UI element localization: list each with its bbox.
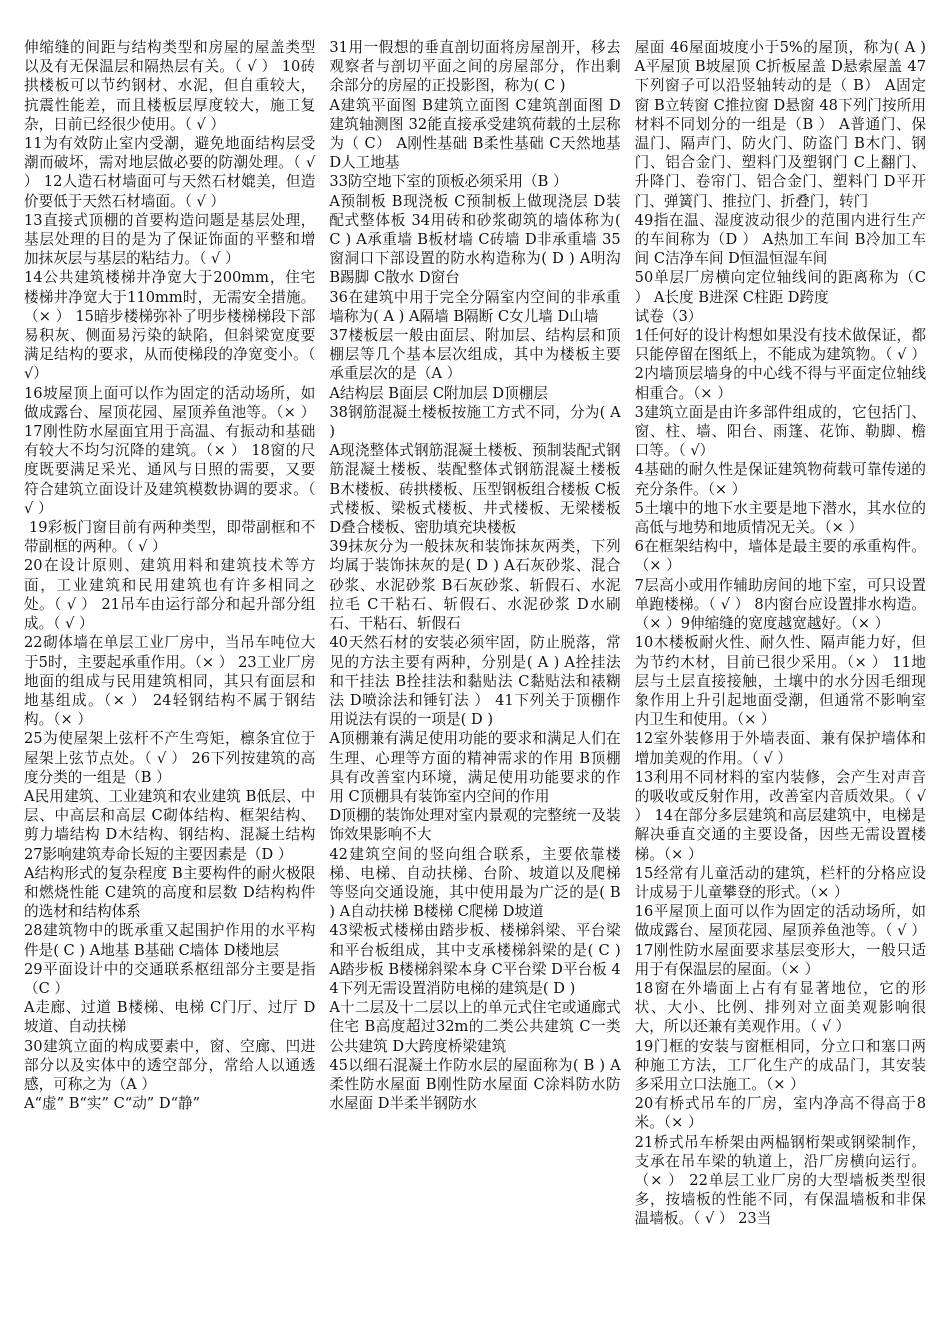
question-paragraph: 伸缩缝的间距与结构类型和房屋的屋盖类型以及有无保温层和隔热层有关。（ √ ） 10砖拱楼板可以节约钢材、水泥，但自重较大，抗震性能差，而且楼板层厚度较大，施工复杂，日前已经很少使用。（ √ ） (24, 39, 316, 133)
question-paragraph: A民用建筑、工业建筑和农业建筑 B低层、中层、中高层和高层 C砌体结构、框架结构、剪力墙结构 D木结构、钢结构、混凝土结构 27影响建筑寿命长短的主要因素是（D ） (24, 787, 320, 863)
question-paragraph: 4基础的耐久性是保证建筑物荷载可靠传递的充分条件。（× ） (634, 461, 926, 498)
question-paragraph: 21桥式吊车桥架由两榀钢桁架或钢梁制作，支承在吊车梁的轨道上，沿厂房横向运行。（× ） 22单层工业厂房的大型墙板类型很多，按墙板的性能不同，有保温墙板和非保温墙板。（ √ ） 23当 (634, 1133, 926, 1228)
question-paragraph: 20有桥式吊车的厂房，室内净高不得高于8米。（× ） (634, 1095, 926, 1132)
question-paragraph: 6在框架结构中，墙体是最主要的承重构件。（× ） (634, 538, 926, 575)
question-paragraph: 50单层厂房横向定位轴线间的距离称为（C ） A长度 B进深 C柱距 D跨度 (634, 269, 931, 306)
question-paragraph: 22砌体墙在单层工业厂房中，当吊车吨位大于5时，主要起承重作用。（× ） 23工业厂房地面的组成与民用建筑相同，其只有面层和地基组成。（× ） 24轻钢结构不属于钢结构。（× ） (24, 634, 316, 729)
question-paragraph: 14公共建筑楼梯井净宽大于200mm，住宅楼梯井净宽大于110mm时，无需安全措施。（× ） 15暗步楼梯弥补了明步楼梯梯段下部易积灰、侧面易污染的缺陷，但斜梁宽度要满足结构的要求，从而使梯段的净宽变小。（ √） (24, 269, 320, 383)
question-paragraph: 37楼板层一般由面层、附加层、结构层和顶棚层等几个基本层次组成，其中为楼板主要承重层次的是（A ） (329, 327, 621, 383)
question-paragraph: A走廊、过道 B楼梯、电梯 C门厅、过厅 D坡道、自动扶梯 (24, 999, 316, 1036)
question-paragraph: 13直接式顶棚的首要构造问题是基层处理，基层处理的目的是为了保证饰面的平整和增加抹灰层与基层的粘结力。（ √ ） (24, 211, 316, 268)
question-paragraph: 5土壤中的地下水主要是地下潜水，其水位的高低与地势和地质情况无关。（× ） (634, 499, 926, 537)
question-paragraph: A十二层及十二层以上的单元式住宅或通廊式住宅 B高度超过32m的二类公共建筑 C一类公共建筑 D大跨度桥梁建筑 (329, 999, 621, 1055)
question-paragraph: 19彩板门窗目前有两种类型，即带副框和不带副框的两种。（ √ ） (24, 519, 316, 556)
question-paragraph: 42建筑空间的竖向组合联系，主要依靠楼梯、电梯、自动扶梯、台阶、坡道以及爬梯等竖向交通设施，其中使用最为广泛的是( B ) A自动扶梯 B楼梯 C爬梯 D坡道 (329, 845, 626, 921)
question-paragraph: 12室外装修用于外墙表面、兼有保护墙体和增加美观的作用。（ √ ） (634, 730, 926, 767)
question-paragraph: A现浇整体式钢筋混凝土楼板、预制装配式钢筋混凝土楼板、装配整体式钢筋混凝土楼板 B木楼板、砖拱楼板、压型钢板组合楼板 C板式楼板、梁板式楼板、井式楼板、无梁楼板 D叠合楼板、密肋填充块楼板 (329, 442, 626, 537)
question-paragraph: 36在建筑中用于完全分隔室内空间的非承重墙称为( A ) A隔墙 B隔断 C女儿墙 D山墙 (329, 288, 621, 325)
question-paragraph: 10木楼板耐火性、耐久性、隔声能力好，但为节约木材，目前已很少采用。（× ） 11地层与土层直接接触，土壤中的水分因毛细现象作用上升引起地面受潮，但通常不影响室内卫生和使用。（× ） (634, 634, 926, 729)
question-paragraph: 15经常有儿童活动的建筑，栏杆的分格应设计成易于儿童攀登的形式。（× ） (634, 864, 926, 901)
question-paragraph: 40天然石材的安装必须牢固，防止脱落，常见的方法主要有两种，分别是( A ) A拴挂法和干挂法 B拴挂法和黏贴法 C黏贴法和裱糊法 D喷涂法和锤钉法 ） 41下列关于顶棚作用说法有误的一项是( D ) (329, 634, 621, 729)
question-paragraph: 3建筑立面是由许多部件组成的，它包括门、窗、柱、墙、阳台、雨篷、花饰、勒脚、檐口等。（ √） (634, 403, 926, 460)
question-paragraph: 19门框的安装与窗框相同，分立口和塞口两种施工方法，工厂化生产的成品门，其安装多采用立口法施工。（× ） (634, 1037, 926, 1093)
question-paragraph: 45以细石混凝土作防水层的屋面称为( B ) A柔性防水屋面 B刚性防水屋面 C涂料防水防水屋面 D半柔半钢防水 (329, 1056, 621, 1113)
question-paragraph: 30建筑立面的构成要素中，窗、空廊、凹进部分以及实体中的透空部分，常给人以通透感，可称之为（A ） (24, 1037, 316, 1093)
question-paragraph: 49指在温、湿度波动很少的范围内进行生产的车间称为（D ） A热加工车间 B冷加工车间 C洁净车间 D恒温恒湿车间 (634, 211, 926, 268)
question-paragraph: D顶棚的装饰处理对室内景观的完整统一及装饰效果影响不大 (329, 807, 621, 844)
question-paragraph: A建筑平面图 B建筑立面图 C建筑剖面图 D建筑轴测图 32能直接承受建筑荷载的土层称为（ C） A刚性基础 B柔性基础 C天然地基 D人工地基 (329, 96, 626, 172)
question-paragraph: 38钢筋混凝土楼板按施工方式不同，分为( A ) (329, 403, 626, 441)
question-paragraph: 屋面 46屋面坡度小于5%的屋顶，称为( A ) A平屋顶 B坡屋顶 C折板屋盖 D悬索屋盖 47下列窗子可以沿竖轴转动的是（ B） A固定窗 B立转窗 C推拉窗 D悬窗 48下列门按所用材料不同划分的一组是（B ） A普通门、保温门、隔声门、防火门、防盗门 B木门、钢门、铝合金门、塑料门及塑钢门 C上翻门、升降门、卷帘门、铝合金门、塑料门 D平开门、弹簧门、推拉门、折叠门，转门 (634, 39, 931, 210)
question-paragraph: 31用一假想的垂直剖切面将房屋剖开，移去观察者与剖切平面之间的房屋部分，作出剩余部分的房屋的正投影图，称为( C ) (329, 39, 621, 95)
question-paragraph: A结构层 B面层 C附加层 D顶棚层 (329, 384, 548, 402)
question-paragraph: 25为使屋架上弦杆不产生弯矩，檩条宜位于屋架上弦节点处。（ √ ） 26下列按建筑的高度分类的一组是（B ） (24, 730, 316, 786)
question-paragraph: A顶棚兼有满足使用功能的要求和满足人们在生理、心理等方面的精神需求的作用 B顶棚具有改善室内环境，满足使用功能要求的作用 C顶棚具有装饰室内空间的作用 (329, 730, 621, 805)
question-paragraph: A结构形式的复杂程度 B主要构件的耐火极限和燃烧性能 C建筑的高度和层数 D结构构件的选材和结构体系 (24, 864, 316, 921)
question-paragraph: 16坡屋顶上面可以作为固定的活动场所，如做成露台、屋顶花园、屋顶养鱼池等。（× ） 17刚性防水屋面宜用于高温、有振动和基础有较大不均匀沉降的建筑。（× ） 18窗的尺度既要满足采光、通风与日照的需要，又要符合建筑立面设计及建筑模数协调的要求。（ √ ） (24, 384, 320, 517)
question-paragraph: 43梁板式楼梯由踏步板、楼梯斜梁、平台梁和平台板组成，其中支承楼梯斜梁的是( C ) A踏步板 B楼梯斜梁本身 C平台梁 D平台板 44下列无需设置消防电梯的建筑是( D ) (329, 922, 626, 997)
question-paragraph: 33防空地下室的顶板必须采用（B ） (329, 173, 568, 191)
question-paragraph: 20在设计原则、建筑用料和建筑技术等方面，工业建筑和民用建筑也有许多相同之处。（ √ ） 21吊车由运行部分和起升部分组成。（ √ ） (24, 557, 316, 633)
text-column-3 (634, 38, 931, 1334)
question-paragraph: 1任何好的设计构想如果没有技术做保证，都只能停留在图纸上，不能成为建筑物。（ √ ） 2内墙顶层墙身的中心线不得与平面定位轴线相重合。（× ） (634, 327, 931, 402)
question-paragraph: A预制板 B现浇板 C预制板上做现浇层 D装配式整体板 34用砖和砂浆砌筑的墙体称为( C ) A承重墙 B板材墙 C砖墙 D非承重墙 35窗洞口下部设置的防水构造称为( D ) A明沟 B踢脚 C散水 D窗台 (329, 192, 626, 287)
question-paragraph: 7层高小或用作辅助房间的地下室，可只设置单跑楼梯。（ √ ） 8内窗台应设置排水构造。（× ）9伸缩缝的宽度越宽越好。（× ） (634, 576, 926, 633)
question-paragraph: 13利用不同材料的室内装修，会产生对声音的吸收或反射作用，改善室内音质效果。（ √ ） 14在部分多层建筑和高层建筑中，电梯是解决垂直交通的主要设备，因些无需设置楼梯。（× ） (634, 768, 931, 863)
question-paragraph: 试卷（3） (634, 307, 703, 325)
question-paragraph: 18窗在外墙面上占有有显著地位，它的形状、大小、比例、排列对立面美观影响很大，所以还兼有美观作用。（ √ ） (634, 979, 926, 1036)
text-column-1 (24, 38, 320, 1334)
question-paragraph: 39抹灰分为一般抹灰和装饰抹灰两类，下列均属于装饰抹灰的是( D ) A石灰砂浆、混合砂浆、水泥砂浆 B石灰砂浆、斩假石、水泥拉毛 C干粘石、斩假石、水泥砂浆 D水刷石、干粘石、斩假石 (329, 538, 621, 633)
text-column-2 (329, 38, 626, 1334)
question-paragraph: A“虚” B“实” C“动” D“静” (24, 1095, 201, 1113)
question-paragraph: 11为有效防止室内受潮，避免地面结构层受潮而破坏，需对地层做必要的防潮处理。（ √ ） 12人造石材墙面可与天然石材媲美，但造价要低于天然石材墙面。（ √ ） (24, 135, 320, 210)
question-paragraph: 29平面设计中的交通联系枢纽部分主要是指（C ） (24, 960, 316, 997)
question-paragraph: 28建筑物中的既承重又起围护作用的水平构件是( C ) A地基 B基础 C墙体 D楼地层 (24, 922, 316, 959)
question-paragraph: 16平屋顶上面可以作为固定的活动场所，如做成露台、屋顶花园、屋顶养鱼池等。（ √ ） 17刚性防水屋面要求基层变形大，一般只适用于有保温层的屋面。（× ） (634, 903, 931, 978)
